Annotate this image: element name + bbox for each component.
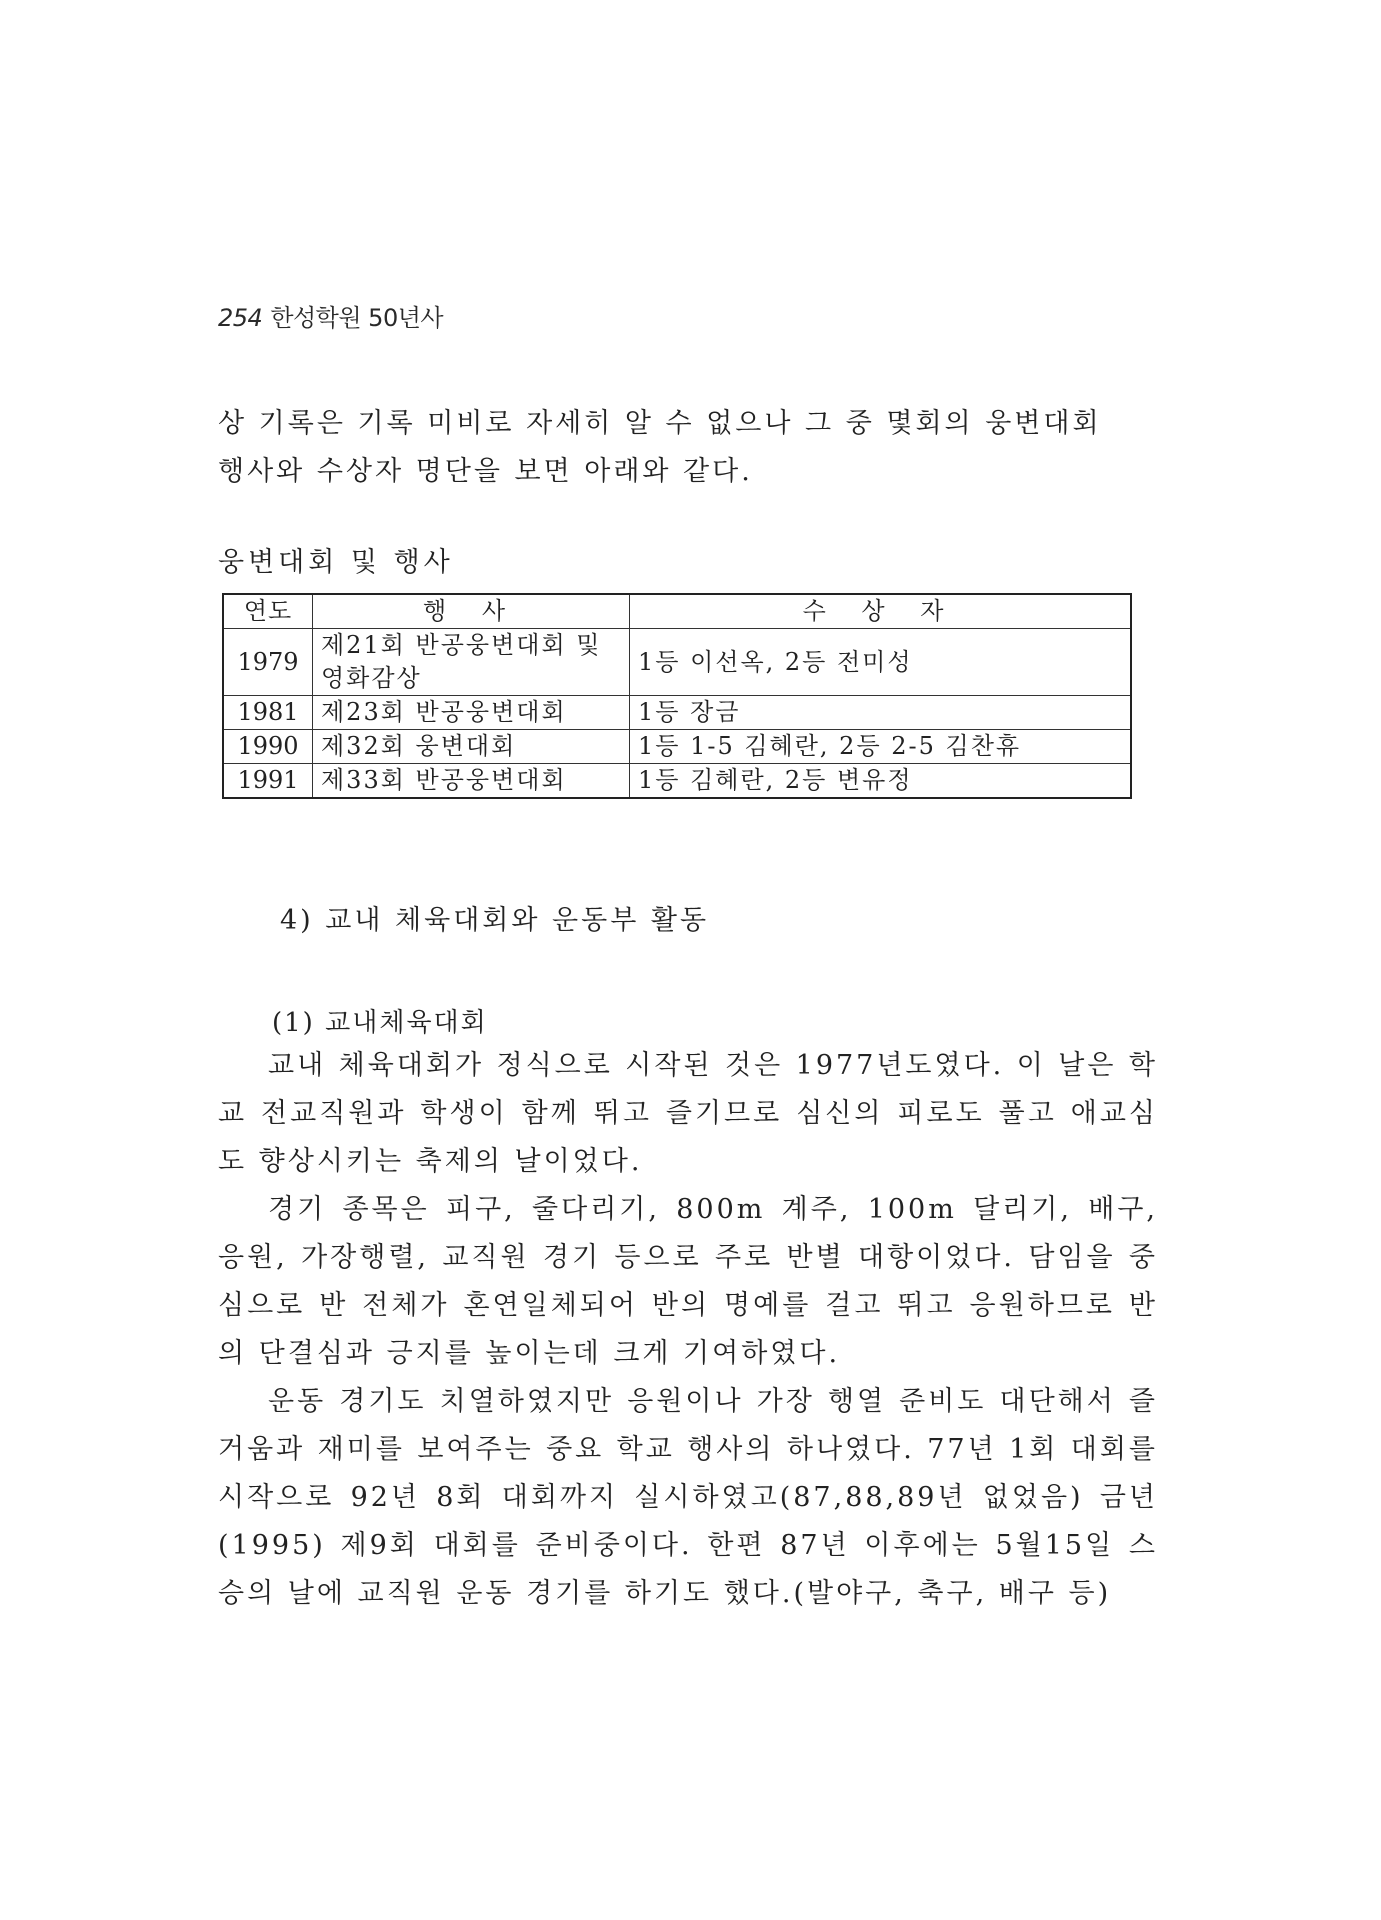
- page-number: 254: [218, 304, 263, 332]
- running-header: [218, 298, 443, 333]
- intro-paragraph: [218, 400, 1158, 496]
- paragraph: 운동 경기도 치열하였지만 응원이나 가장 행열 준비도 대단해서 즐거움과 재미를 보여주는 중요 학교 행사의 하나였다. 77년 1회 대회를 시작으로 92년 8회 대회까지 실시하였고(87,88,89년 없었음) 금년(1995) 제9회 대회를 준비중이다. 한편 87년 이후에는 5월15일 스승의 날에 교직원 운동 경기를 하기도 했다.(발야구, 축구, 배구 등): [218, 1386, 1158, 1609]
- table-header-row: [223, 594, 1131, 629]
- column-header-event: 행 사: [313, 594, 630, 629]
- book-title: 한성학원 50년사: [270, 304, 444, 332]
- column-header-year: 연도: [223, 594, 313, 629]
- cell-year: 1990: [223, 730, 313, 764]
- table-row: [223, 696, 1131, 730]
- awards-table: [222, 593, 1132, 799]
- intro-line: 행사와 수상자 명단을 보면 아래와 같다.: [218, 456, 753, 487]
- cell-event: 제32회 웅변대회: [313, 730, 630, 764]
- column-header-winners: 수 상 자: [630, 594, 1132, 629]
- cell-event: 제21회 반공웅변대회 및 영화감상: [313, 629, 630, 696]
- section-heading: 4) 교내 체육대회와 운동부 활동: [280, 905, 710, 936]
- cell-year: 1991: [223, 764, 313, 799]
- cell-winners: 1등 김혜란, 2등 변유정: [630, 764, 1132, 799]
- intro-line: 상 기록은 기록 미비로 자세히 알 수 없으나 그 중 몇회의 웅변대회: [218, 408, 1102, 439]
- cell-winners: 1등 1-5 김혜란, 2등 2-5 김찬휴: [630, 730, 1132, 764]
- paragraph: 교내 체육대회가 정식으로 시작된 것은 1977년도였다. 이 날은 학교 전교직원과 학생이 함께 뛰고 즐기므로 심신의 피로도 풀고 애교심도 향상시키는 축제의 날이었다.: [218, 1050, 1158, 1177]
- table-row: [223, 764, 1131, 799]
- cell-winners: 1등 장금: [630, 696, 1132, 730]
- subsection-heading: (1) 교내체육대회: [272, 1008, 488, 1038]
- body-text: [218, 1042, 1158, 1618]
- table-title: 웅변대회 및 행사: [218, 547, 454, 578]
- cell-year: 1981: [223, 696, 313, 730]
- cell-winners: 1등 이선옥, 2등 전미성: [630, 629, 1132, 696]
- cell-year: 1979: [223, 629, 313, 696]
- table-row: [223, 629, 1131, 696]
- paragraph: 경기 종목은 피구, 줄다리기, 800m 계주, 100m 달리기, 배구, 응원, 가장행렬, 교직원 경기 등으로 주로 반별 대항이었다. 담임을 중심으로 반 전체가 혼연일체되어 반의 명예를 걸고 뛰고 응원하므로 반의 단결심과 긍지를 높이는데 크게 기여하였다.: [218, 1194, 1158, 1369]
- cell-event: 제23회 반공웅변대회: [313, 696, 630, 730]
- table-row: [223, 730, 1131, 764]
- cell-event: 제33회 반공웅변대회: [313, 764, 630, 799]
